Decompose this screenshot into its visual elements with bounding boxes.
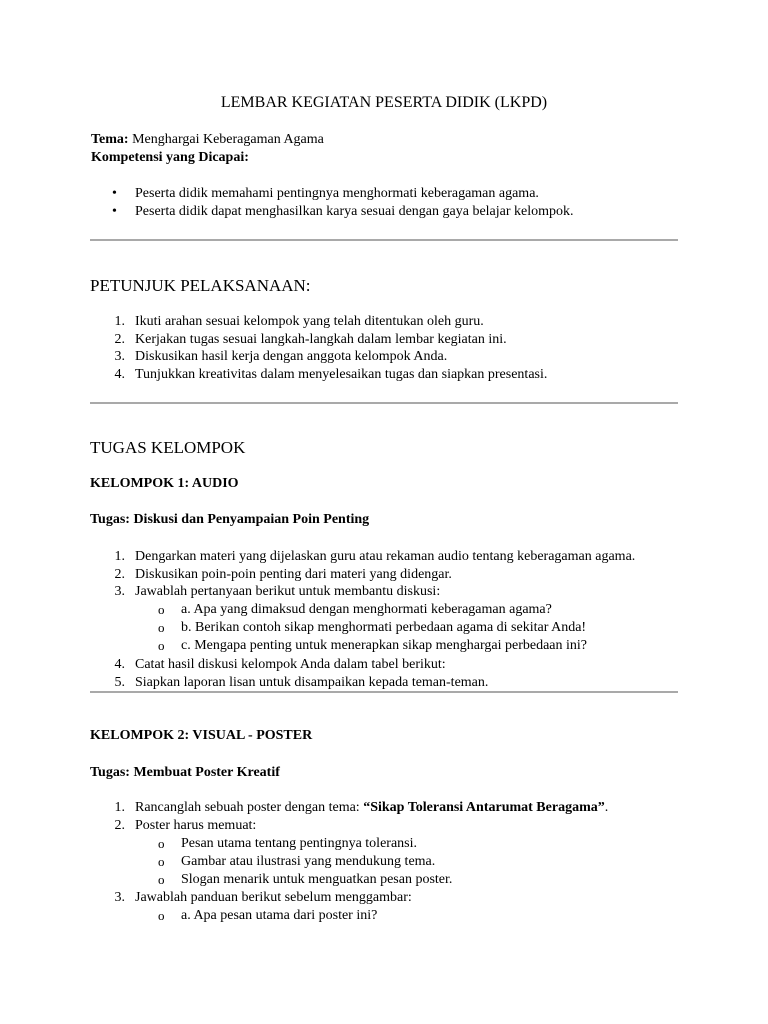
document-title: LEMBAR KEGIATAN PESERTA DIDIK (LKPD) — [220, 94, 548, 111]
tema-value: Menghargai Keberagaman Agama — [132, 132, 324, 147]
sub-bullet-icon: o — [158, 602, 165, 617]
bullet-icon: • — [112, 186, 117, 201]
sub-bullet-icon: o — [158, 620, 165, 635]
sub-bullet-icon: o — [158, 908, 165, 923]
list-number: 1. — [114, 314, 125, 329]
sub-bullet-icon: o — [158, 872, 165, 887]
kelompok1-item: Catat hasil diskusi kelompok Anda dalam tabel berikut: — [135, 657, 446, 672]
kelompok1-heading: KELOMPOK 1: AUDIO — [90, 476, 239, 491]
kelompok1-item: Dengarkan materi yang dijelaskan guru atau rekaman audio tentang keberagaman agama. — [135, 549, 636, 564]
petunjuk-item: Diskusikan hasil kerja dengan anggota kelompok Anda. — [135, 349, 448, 364]
list-number: 2. — [114, 332, 125, 347]
bullet-icon: • — [112, 204, 117, 219]
tema-label: Tema: — [91, 132, 129, 147]
list-number: 5. — [114, 675, 125, 690]
kelompok1-subitem: a. Apa yang dimaksud dengan menghormati keberagaman agama? — [181, 602, 552, 617]
kelompok1-item: Diskusikan poin-poin penting dari materi yang didengar. — [135, 567, 452, 582]
kelompok2-subitem: Slogan menarik untuk menguatkan pesan poster. — [181, 872, 453, 887]
kelompok1-subitem: b. Berikan contoh sikap menghormati perbedaan agama di sekitar Anda! — [181, 620, 587, 635]
poster-theme: “Sikap Toleransi Antarumat Beragama” — [363, 800, 605, 815]
kelompok2-item-2: Poster harus memuat: — [135, 818, 257, 833]
list-number: 1. — [114, 549, 125, 564]
list-number: 2. — [114, 567, 125, 582]
horizontal-rule — [90, 239, 678, 241]
petunjuk-item: Tunjukkan kreativitas dalam menyelesaikan tugas dan siapkan presentasi. — [135, 367, 548, 382]
sub-bullet-icon: o — [158, 638, 165, 653]
list-number: 4. — [114, 367, 125, 382]
horizontal-rule — [90, 402, 678, 404]
sub-bullet-icon: o — [158, 854, 165, 869]
tema-line — [91, 131, 324, 149]
horizontal-rule — [90, 691, 678, 693]
petunjuk-item: Ikuti arahan sesuai kelompok yang telah ditentukan oleh guru. — [135, 314, 484, 329]
kelompok2-heading: KELOMPOK 2: VISUAL - POSTER — [90, 728, 313, 743]
kompetensi-item: Peserta didik memahami pentingnya menghormati keberagaman agama. — [135, 186, 539, 201]
kelompok2-subitem: a. Apa pesan utama dari poster ini? — [181, 908, 378, 923]
kelompok2-item-1 — [135, 799, 608, 817]
sub-bullet-icon: o — [158, 836, 165, 851]
list-number: 2. — [114, 818, 125, 833]
kelompok2-subitem: Gambar atau ilustrasi yang mendukung tema. — [181, 854, 436, 869]
petunjuk-heading: PETUNJUK PELAKSANAAN: — [90, 276, 311, 295]
kelompok1-task: Tugas: Diskusi dan Penyampaian Poin Penting — [90, 512, 370, 527]
kelompok2-item-1-end: . — [604, 800, 609, 815]
petunjuk-item: Kerjakan tugas sesuai langkah-langkah dalam lembar kegiatan ini. — [135, 332, 507, 347]
kompetensi-label: Kompetensi yang Dicapai: — [91, 150, 249, 165]
list-number: 3. — [114, 349, 125, 364]
list-number: 1. — [114, 800, 125, 815]
list-number: 3. — [114, 584, 125, 599]
kelompok1-item: Jawablah pertanyaan berikut untuk membantu diskusi: — [135, 584, 441, 599]
kelompok2-item-3: Jawablah panduan berikut sebelum menggambar: — [135, 890, 412, 905]
kompetensi-item: Peserta didik dapat menghasilkan karya sesuai dengan gaya belajar kelompok. — [135, 204, 574, 219]
kelompok1-subitem: c. Mengapa penting untuk menerapkan sikap menghargai perbedaan ini? — [181, 638, 587, 653]
tugas-heading: TUGAS KELOMPOK — [90, 438, 246, 457]
list-number: 4. — [114, 657, 125, 672]
kelompok1-item: Siapkan laporan lisan untuk disampaikan kepada teman-teman. — [135, 675, 489, 690]
kelompok2-task: Tugas: Membuat Poster Kreatif — [90, 765, 280, 780]
kelompok2-item-1-text: Rancanglah sebuah poster dengan tema: — [135, 800, 364, 815]
kelompok2-subitem: Pesan utama tentang pentingnya toleransi. — [181, 836, 417, 851]
list-number: 3. — [114, 890, 125, 905]
